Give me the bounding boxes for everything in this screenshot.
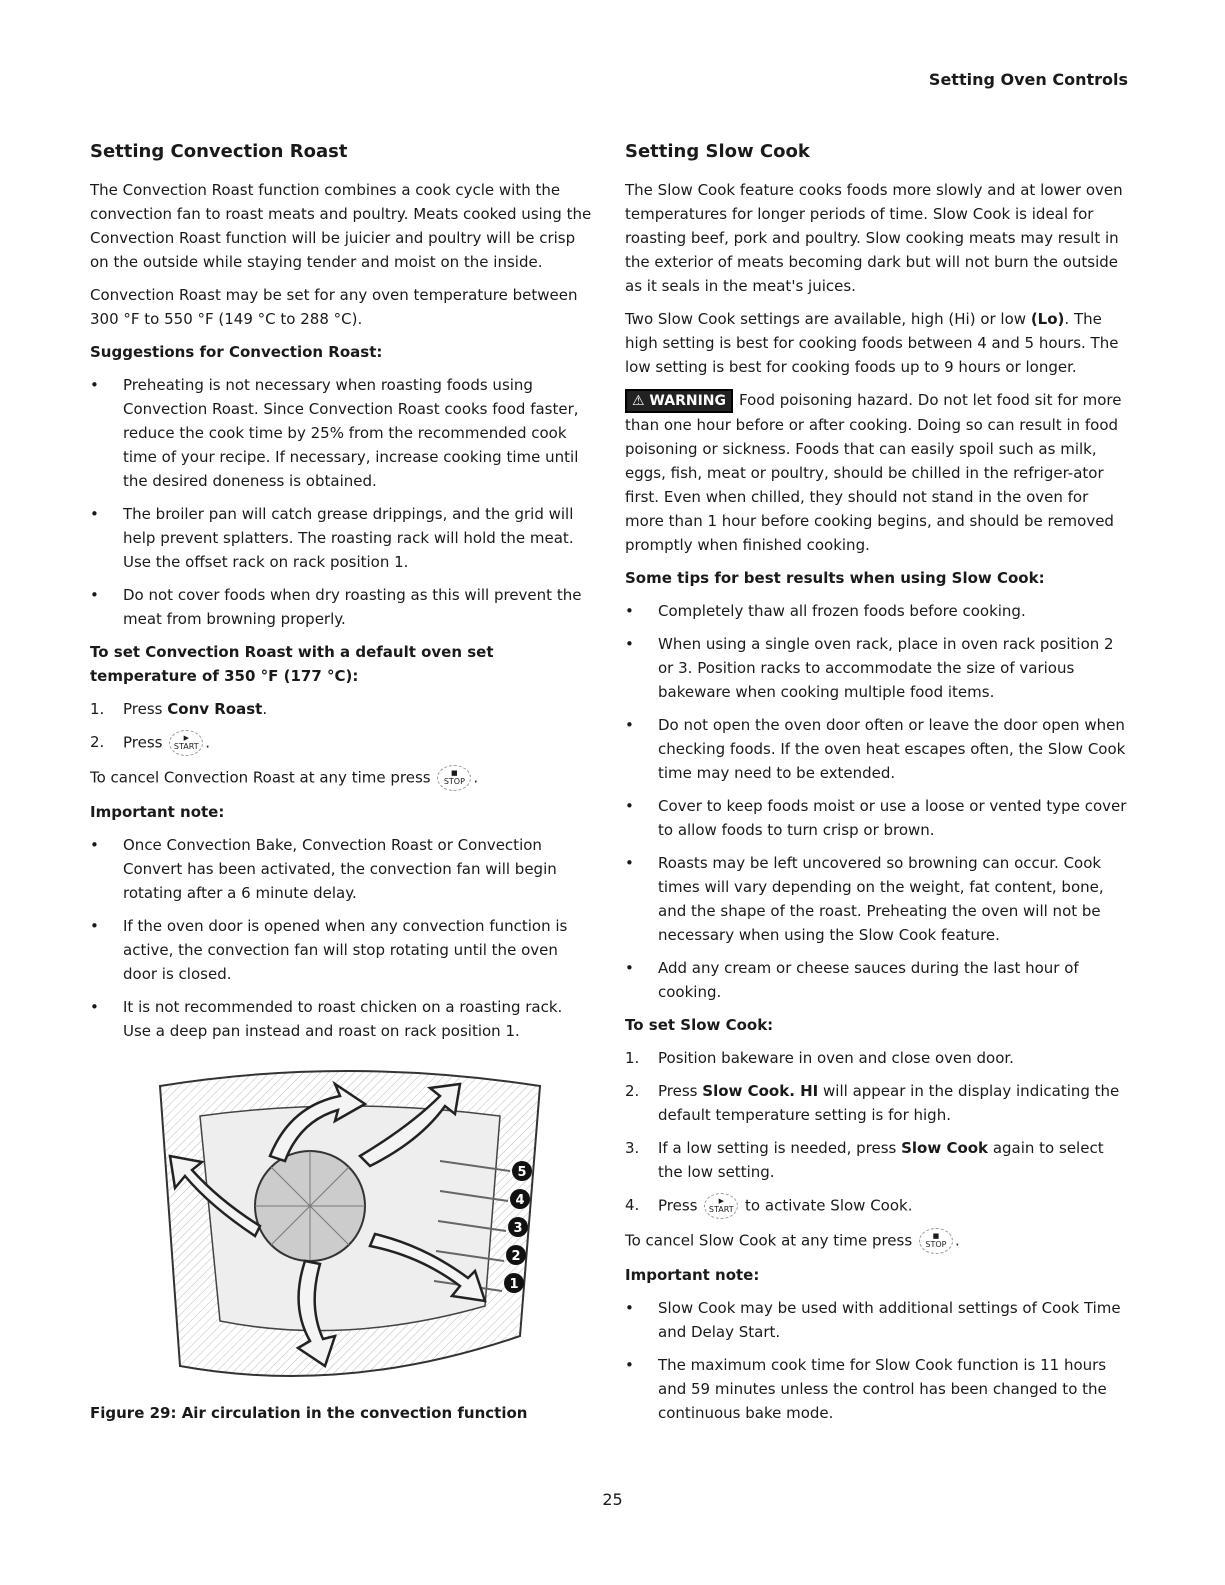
stop-key-icon: ■ STOP — [437, 765, 471, 791]
rack-badge-label: 3 — [513, 1221, 523, 1236]
settings-text-a: Two Slow Cook settings are available, high (Hi) or low — [625, 310, 1027, 328]
tips-list — [625, 599, 1130, 1004]
list-item: • Completely thaw all frozen foods before cooking. — [625, 599, 1130, 623]
page-number: 25 — [602, 1490, 623, 1509]
oven-diagram-svg — [140, 1066, 550, 1396]
warning-paragraph — [625, 388, 1130, 557]
section-heading-convection-roast: Setting Convection Roast — [90, 141, 348, 162]
start-key-icon: ▶ START — [169, 730, 203, 756]
list-item: • When using a single oven rack, place in oven rack position 2 or 3. Position racks to accommodate the size of various bakeware when cooking multiple food items. — [625, 632, 1130, 704]
roast-step-2 — [90, 730, 595, 756]
list-item: • Do not open the oven door often or leave the door open when checking foods. If the oven heat escapes often, the Slow Cook time may need to be extended. — [625, 713, 1130, 785]
step-number: 2. — [90, 733, 105, 751]
step-number: 1. — [625, 1049, 640, 1067]
start-key-label: START — [708, 1205, 734, 1214]
start-key-icon: ▶ START — [704, 1193, 738, 1219]
list-item: • The broiler pan will catch grease drippings, and the grid will help prevent splatters. The roasting rack will hold the meat. Use the offset rack on rack position 1. — [90, 502, 595, 574]
step-text: Press — [658, 1196, 698, 1215]
stop-key-label: STOP — [443, 777, 465, 786]
step-text: Press — [658, 1082, 698, 1100]
tips-heading: Some tips for best results when using Slow Cook: — [625, 569, 1045, 587]
important-note-heading: Important note: — [625, 1266, 760, 1284]
step-text: Press — [123, 700, 163, 718]
convection-airflow-illustration — [140, 1066, 550, 1396]
step-text: Press — [123, 733, 163, 752]
step-number: 1. — [90, 700, 105, 718]
step-number: 2. — [625, 1082, 640, 1100]
cancel-text: To cancel Convection Roast at any time press — [90, 768, 431, 787]
rack-badge-label: 1 — [509, 1277, 519, 1292]
list-item: • It is not recommended to roast chicken on a roasting rack. Use a deep pan instead and roast on rack position 1. — [90, 995, 595, 1043]
step-number: 3. — [625, 1139, 640, 1157]
slow-step-1 — [625, 1046, 1130, 1070]
list-item: • Do not cover foods when dry roasting as this will prevent the meat from browning properly. — [90, 583, 595, 631]
important-note-heading: Important note: — [90, 803, 225, 821]
paragraph-slow-intro: The Slow Cook feature cooks foods more slowly and at lower oven temperatures for longer periods of time. Slow Cook is ideal for roasting beef, pork and poultry. Slow cooking meats may result in the exterior of meats becoming dark but will not burn the outside as it seals in the meat's juices. — [625, 181, 1123, 295]
step-end: . — [262, 700, 268, 718]
step-text: will appear in the display indicating the default temperature setting is for high. — [658, 1082, 1120, 1124]
lo-keyword: (Lo) — [1030, 310, 1065, 328]
stop-key-icon: ■ STOP — [919, 1228, 953, 1254]
step-text: Position bakeware in oven and close oven door. — [658, 1049, 1014, 1067]
figure-caption: Figure 29: Air circulation in the convection function — [90, 1404, 528, 1422]
slow-step-2 — [625, 1079, 1130, 1127]
rack-badge-label: 2 — [511, 1249, 521, 1264]
list-item: • The maximum cook time for Slow Cook function is 11 hours and 59 minutes unless the control has been changed to the continuous bake mode. — [625, 1353, 1130, 1425]
step-text: again to select the low setting. — [658, 1139, 1104, 1181]
page-header: Setting Oven Controls — [928, 70, 1128, 89]
roast-step-1 — [90, 697, 595, 721]
start-key-label: START — [173, 742, 199, 751]
cancel-text: To cancel Slow Cook at any time press — [625, 1231, 913, 1250]
left-column — [90, 140, 595, 1052]
right-column — [625, 140, 1130, 1434]
list-item: • Roasts may be left uncovered so browning can occur. Cook times will vary depending on the weight, fat content, bone, and the shape of the roast. Preheating the oven will not be necessary when using the Slow Cook feature. — [625, 851, 1130, 947]
paragraph-intro: The Convection Roast function combines a cook cycle with the convection fan to roast meats and poultry. Meats cooked using the Convection Roast function will be juicier and poultry will be crisp on the outside while staying tender and moist on the inside. — [90, 181, 592, 271]
stop-key-label: STOP — [925, 1240, 947, 1249]
step-text: If a low setting is needed, press — [658, 1139, 897, 1157]
cancel-roast-text — [90, 765, 595, 791]
paragraph-slow-settings — [625, 307, 1130, 379]
cancel-end: . — [473, 768, 479, 787]
list-item: • Cover to keep foods moist or use a loose or vented type cover to allow foods to turn crisp or brown. — [625, 794, 1130, 842]
cancel-slow-text — [625, 1228, 1130, 1254]
paragraph-temp-range: Convection Roast may be set for any oven temperature between 300 °F to 550 °F (149 °C to 288 °C). — [90, 286, 578, 328]
cancel-end: . — [954, 1231, 960, 1250]
slow-cook-keyword: Slow Cook. HI — [702, 1082, 819, 1100]
step-number: 4. — [625, 1196, 640, 1214]
slow-cook-keyword: Slow Cook — [901, 1139, 989, 1157]
slow-step-4 — [625, 1193, 1130, 1219]
set-roast-heading: To set Convection Roast with a default oven set temperature of 350 °F (177 °C): — [90, 643, 494, 685]
list-item: • Slow Cook may be used with additional settings of Cook Time and Delay Start. — [625, 1296, 1130, 1344]
step-text: to activate Slow Cook. — [745, 1196, 913, 1215]
rack-badge-label: 5 — [517, 1165, 527, 1180]
list-item: • Once Convection Bake, Convection Roast or Convection Convert has been activated, the convection fan will begin rotating after a 6 minute delay. — [90, 833, 595, 905]
list-item: • If the oven door is opened when any convection function is active, the convection fan will stop rotating until the oven door is closed. — [90, 914, 595, 986]
slow-notes-list — [625, 1296, 1130, 1425]
section-heading-slow-cook: Setting Slow Cook — [625, 141, 810, 162]
list-item: • Preheating is not necessary when roasting foods using Convection Roast. Since Convection Roast cooks food faster, reduce the cook time by 25% from the recommended cook time of your recipe. If necessary, increase cooking time until the desired doneness is obtained. — [90, 373, 595, 493]
rack-badge-label: 4 — [515, 1193, 525, 1208]
suggestions-heading: Suggestions for Convection Roast: — [90, 343, 383, 361]
conv-roast-keyword: Conv Roast — [167, 700, 263, 718]
set-slow-cook-heading: To set Slow Cook: — [625, 1016, 774, 1034]
notes-list — [90, 833, 595, 1043]
step-end: . — [205, 733, 211, 752]
suggestions-list — [90, 373, 595, 631]
list-item: • Add any cream or cheese sauces during the last hour of cooking. — [625, 956, 1130, 1004]
settings-text-b: . The high setting is best for cooking foods between 4 and 5 hours. The low setting is best for cooking foods up to 9 hours or longer. — [625, 310, 1119, 376]
warning-text: Food poisoning hazard. Do not let food sit for more than one hour before or after cooking. Doing so can result in food poisoning or sickness. Foods that can easily spoil such as milk, eggs, fish, meat or poultry, should be chilled in the refriger-ator first. Even when chilled, they should not stand in the oven for more than 1 hour before cooking begins, and should be removed promptly when finished cooking. — [625, 391, 1122, 554]
slow-step-3 — [625, 1136, 1130, 1184]
warning-badge: ⚠ WARNING — [625, 389, 733, 413]
fan-blades — [255, 1151, 365, 1261]
